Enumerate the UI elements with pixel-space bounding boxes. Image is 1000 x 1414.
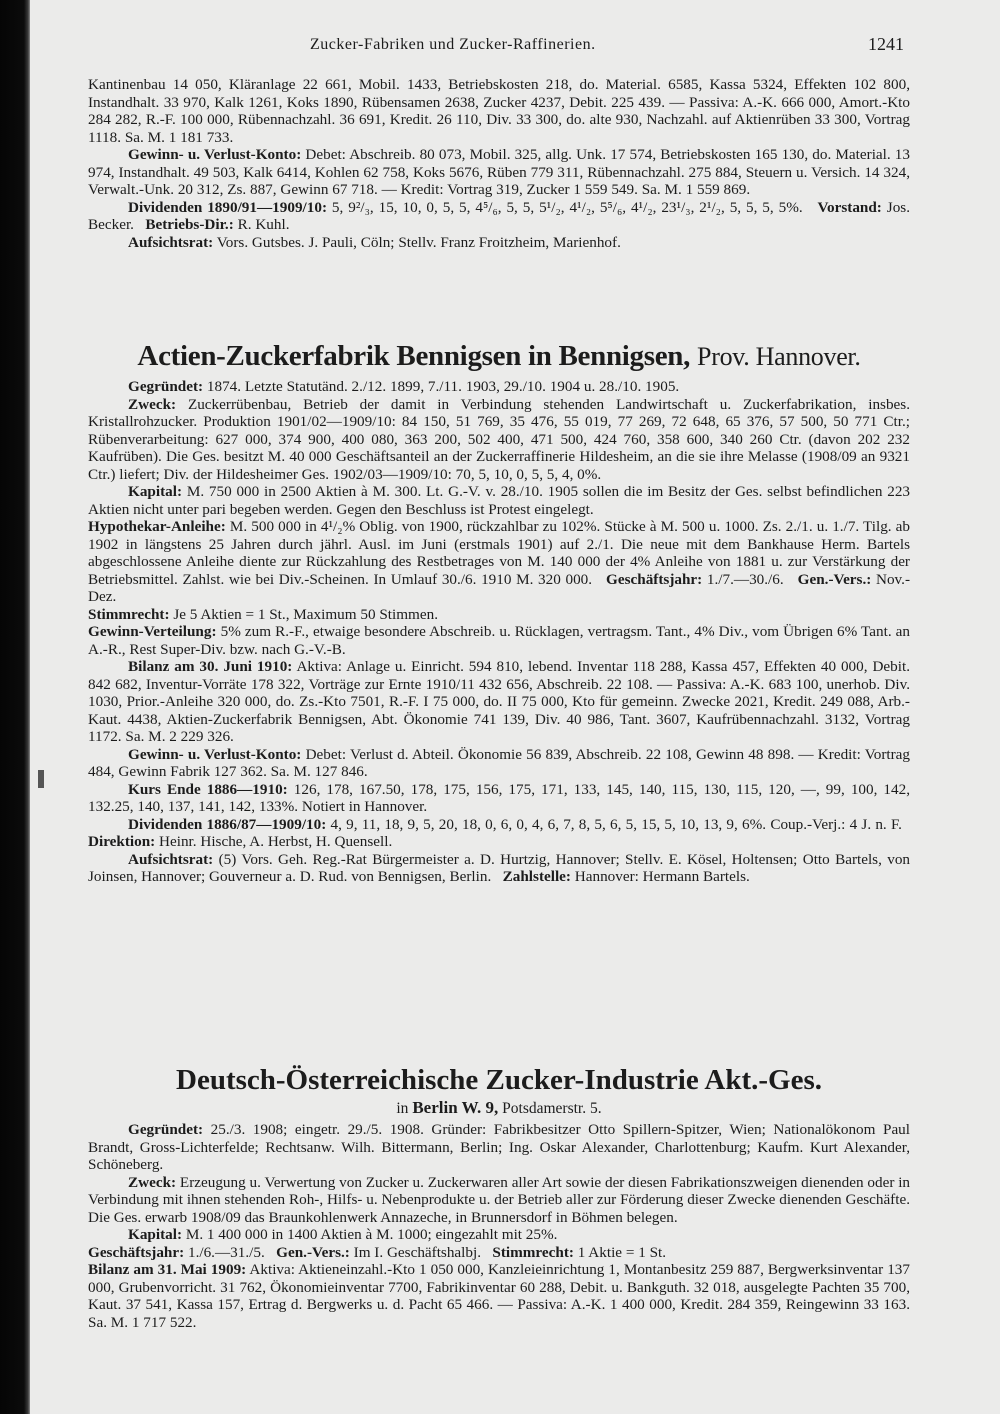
deutsch-oesterreichische-entry [88,1121,910,1331]
company-name: Actien-Zuckerfabrik Bennigsen in Bennigsen, [137,340,691,372]
field-label: Gewinn- u. Verlust-Konto: [128,745,302,763]
field-text: Nov.-Dez. [88,570,911,605]
capital-paragraph [88,483,910,518]
balance-paragraph [88,1261,910,1331]
balance-paragraph [88,658,910,746]
field-label: Gewinn-Verteilung: [88,623,217,640]
field-text: Jos. Becker. [88,198,910,233]
field-text: M. 750 000 in 2500 Aktien à M. 300. Lt. G.-V. v. 28./10. 1905 sollen die im Besitz der Ges. selbst befindlichen 223 Aktien nicht unter pari begeben werden. Gegen den Beschluss ist Protest eingelegt. [88,483,911,518]
profit-loss-paragraph [88,146,910,199]
field-text: Vors. Gutsbes. J. Pauli, Cöln; Stellv. Franz Froitzheim, Marienhof. [216,233,621,251]
field-text: 25./3. 1908; eingetr. 29./5. 1908. Gründer: Fabrikbesitzer Otto Spillern-Spitzer, Wien; Nationalökonom Paul Brandt, Gross-Lichterfelde; Rechtsanw. Wilh. Bittermann, Berlin; Ing. Oskar Alexander, Charlottenburg; Kaufm. Kurt Alexander, Schöneberg. [88,1121,910,1173]
field-label: Geschäftsjahr: [88,1243,185,1261]
profit-distribution-paragraph [88,623,910,658]
field-text: Debet: Abschreib. 80 073, Mobil. 325, allg. Unk. 17 574, Betriebskosten 165 130, do. Material. 13 974, Instandhalt. 49 503, Kalk 6414, Kohlen 62 758, Koks 5676, Rüben 779 311, Rübennachzahl. 275 884, Steuern u. Versich. 14 324, Verwalt.-Unk. 20 312, Zs. 887, Gewinn 67 718. — Kredit: Vortrag 319, Zucker 1 559 549. Sa. M. 1 559 869. [88,146,910,198]
scan-mark [38,770,44,788]
field-label: Kapital: [128,483,183,500]
purpose-paragraph [88,396,910,484]
field-text: Erzeugung u. Verwertung von Zucker u. Zuckerwaren aller Art sowie der diesen Fabrikationszweigen dienenden oder in Verbindung mit ihnen stehenden Roh-, Hilfs- u. Nebenprodukte u. der Betrieb aller zur Förderung dieser Zwecke dienenden Geschäfte. Die Ges. erwarb 1908/09 das Braunkohlenwerk Annazeche, in Brunnersdorf in Böhmen belegen. [88,1173,911,1226]
field-label: Gen.-Vers.: [797,570,872,588]
field-text: 4, 9, 11, 18, 9, 5, 20, 18, 0, 6, 0, 4, 6, 7, 8, 5, 6, 5, 15, 5, 10, 13, 9, 6%. [330,815,767,833]
field-label: Stimmrecht: [492,1243,574,1261]
address-street: Potsdamerstr. 5. [502,1100,602,1117]
field-label: Gegründet: [128,378,204,395]
field-text: Je 5 Aktien = 1 St., Maximum 50 Stimmen. [173,605,438,623]
dividends-paragraph [88,199,910,234]
field-text: Aktiva: Anlage u. Einricht. 594 810, lebend. Inventar 118 288, Kassa 457, Effekten 40 000, Debit. 842 682, Inventur-Vorräte 178 322, Vorträge zur Ernte 1910/11 432 656, Abschreib. 22 108. — Passiva: A.-K. 683 100, unerhob. Div. 1030, Prior.-Anleihe 320 000, do. Zs.-Kto 7501, R.-F. I 75 000, do. II 75 000, Kto für gemeinn. Zwecke 2021, Kredit. 249 088, Arb.-Kaut. 4438, Aktien-Zuckerfabrik Bennigsen, Abt. Ökonomie 741 139, Div. 40 986, Tant. 3607, Kaufrübennachzahl. 3132, Vortrag 1172. Sa. M. 2 229 326. [88,658,910,745]
dividends-paragraph [88,816,910,851]
field-text: 5, 9²/₃, 15, 10, 0, 5, 5, 4⁵/₆, 5, 5, 5¹/₂, 4¹/₂, 5⁵/₆, 4¹/₂, 23¹/₃, 2¹/₂, 5, 5, 5, 5%. [331,198,803,216]
field-text: 1./6.—31./5. [187,1243,265,1261]
field-text: Im I. Geschäftshalbj. [353,1243,482,1261]
address-prefix: in [396,1100,409,1117]
field-text: (5) Vors. Geh. Reg.-Rat Bürgermeister a. D. Hurtzig, Hannover; Stellv. E. Kösel, Holtensen; Otto Bartels, von Joinsen, Hannover; Gouverneur a. D. Rud. von Bennigsen, Berlin. [88,850,911,885]
previous-entry [88,76,910,251]
field-text: 1./7.—30./6. [706,570,784,588]
field-label: Bilanz am 31. Mai 1909: [88,1261,247,1278]
field-text: 5% zum R.-F., etwaige besondere Abschreib. u. Rücklagen, vertragsm. Tant., 4% Div., vom Übrigen 6% Tant. an A.-R., Rest Super-Div. bzw. nach G.-V.-B. [88,623,911,658]
address-city: Berlin W. 9, [412,1098,499,1117]
mortgage-loan-paragraph [88,518,910,606]
field-text: Aktiva: Aktieneinzahl.-Kto 1 050 000, Kanzleieinrichtung 1, Montanbesitz 259 887, Bergwerksinventar 137 000, Grubenvorricht. 31 762, Ökonomieinventar 7700, Fabrikinventar 60 288, Debit. u. Bankguth. 32 018, ausgelegte Pachten 35 700, Kaut. 37 541, Kassa 157, Ertrag d. Bergwerks u. d. Pacht 65 466. — Passiva: A.-K. 1 400 000, Kredit. 284 359, Reingewinn 33 163. Sa. M. 1 717 522. [88,1261,910,1331]
founded-paragraph [88,378,910,396]
field-label: Aufsichtsrat: [128,233,214,251]
field-label: Gegründet: [128,1121,204,1138]
field-text: Coup.-Verj.: 4 J. n. F. [770,815,902,833]
company-title-deutsch-oesterreichische: Deutsch-Österreichische Zucker-Industrie Akt.-Ges. [176,1064,822,1096]
field-label: Kapital: [128,1226,183,1243]
field-text: M. 500 000 in 4¹/₂% Oblig. von 1900, rückzahlbar zu 102%. Stücke à M. 500 u. 1000. Zs. 2./1. u. 1./7. Tilg. ab 1902 in längstens 25 Jahren durch jährl. Ausl. im Juni (erstmals 1901) auf 2./1. Die neue mit dem Bankhause Herm. Bartels abgeschlossene Anleihe diente zur Rückzahlung des Restbetrages von M. 140 000 der 4% Anleihe von 1881 u. zur Verstärkung der Betriebsmittel. Zahlst. wie bei Div.-Scheinen. In Umlauf 30./6. 1910 M. 320 000. [88,518,911,588]
field-label: Hypothekar-Anleihe: [88,518,226,535]
field-text: R. Kuhl. [237,216,290,233]
field-label: Zweck: [128,395,177,413]
profit-loss-paragraph [88,746,910,781]
field-label: Stimmrecht: [88,605,170,623]
company-region: Prov. Hannover. [697,342,861,371]
running-title: Zucker-Fabriken und Zucker-Raffinerien. [310,36,596,53]
company-title-bennigsen [88,340,910,373]
field-label: Bilanz am 30. Juni 1910: [128,658,293,675]
field-label: Dividenden 1886/87—1909/10: [128,815,327,833]
field-label: Vorstand: [817,198,882,216]
field-label: Aufsichtsrat: [128,850,214,868]
supervisory-board-paragraph [88,851,910,886]
balance-continuation: Kantinenbau 14 050, Kläranlage 22 661, Mobil. 1433, Betriebskosten 218, do. Material. 6585, Kassa 5324, Effekten 102 800, Instandhalt. 33 970, Kalk 1261, Koks 1890, Rübensamen 2638, Zucker 4237, Debit. 225 439. — Passiva: A.-K. 666 000, Amort.-Kto 284 282, R.-F. 100 000, Rübennachzahl. 36 691, Kredit. 26 110, Div. 33 300, do. alte 930, Nachzahl. auf Aktienrüben 33 300, Vortrag 1118. Sa. M. 1 181 733. [88,76,910,146]
field-text: M. 1 400 000 in 1400 Aktien à M. 1000; eingezahlt mit 25%. [185,1226,558,1243]
supervisory-board-paragraph [88,234,910,252]
field-label: Dividenden 1890/91—1909/10: [128,198,327,216]
share-price-paragraph [88,781,910,816]
book-spine-shadow [0,0,30,1414]
field-text: 1 Aktie = 1 St. [577,1243,667,1261]
field-label: Direktion: [88,833,156,850]
field-text: Debet: Verlust d. Abteil. Ökonomie 56 839, Abschreib. 22 108, Gewinn 48 898. — Kredit: Vortrag 484, Gewinn Fabrik 127 362. Sa. M. 127 846. [88,745,911,780]
field-text: 126, 178, 167.50, 178, 175, 156, 175, 171, 133, 145, 140, 115, 130, 115, 120, —, 99, 100, 142, 132.25, 140, 137, 141, 142, 133%. Notiert in Hannover. [88,780,911,815]
field-label: Zweck: [128,1173,177,1191]
field-text: Zuckerrübenbau, Betrieb der damit in Verbindung stehenden Landwirtschaft u. Zuckerfabrikation, insbes. Kristallrohzucker. Produktion 1901/02—1909/10: 84 150, 51 769, 35 476, 55 019, 77 269, 72 648, 65 376, 57 500, 50 771 Ctr.; Rübenverarbeitung: 627 000, 374 900, 400 080, 363 200, 502 400, 471 500, 424 760, 358 600, 340 260 Ctr. (davon 202 232 Kaufrüben). Die Ges. besitzt M. 40 000 Geschäftsanteil an der Zuckerraffinerie Hildesheim, an die sie ihre Melasse (1908/09 an 9321 Ctr.) liefert; Div. der Hildesheimer Ges. 1902/03—1909/10: 70, 5, 10, 0, 5, 5, 4, 0%. [88,395,910,483]
fiscal-year-paragraph [88,1244,910,1262]
purpose-paragraph [88,1174,910,1227]
field-text: Heinr. Hische, A. Herbst, H. Quensell. [159,833,393,850]
bennigsen-entry [88,378,910,886]
field-label: Kurs Ende 1886—1910: [128,780,288,798]
field-label: Gen.-Vers.: [276,1243,350,1261]
field-text: Hannover: Hermann Bartels. [574,868,750,885]
voting-paragraph [88,606,910,624]
company-address [88,1098,910,1118]
page-number: 1241 [868,34,904,54]
field-label: Geschäftsjahr: [606,570,703,588]
field-text: 1874. Letzte Statutänd. 2./12. 1899, 7./11. 1903, 29./10. 1904 u. 28./10. 1905. [206,378,680,395]
field-label: Zahlstelle: [502,868,571,885]
field-label: Betriebs-Dir.: [145,216,234,233]
capital-paragraph [88,1226,910,1244]
founded-paragraph [88,1121,910,1174]
field-label: Gewinn- u. Verlust-Konto: [128,146,302,163]
